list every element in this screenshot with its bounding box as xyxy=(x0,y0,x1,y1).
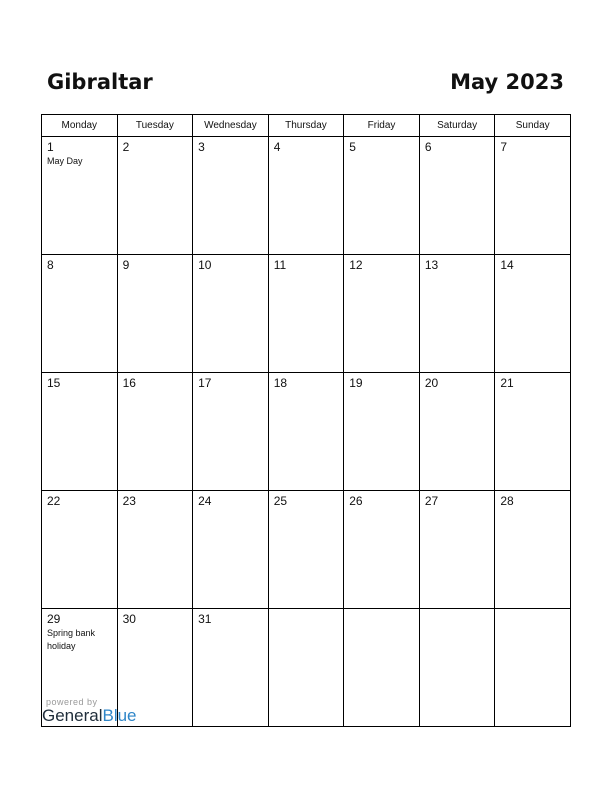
holiday-label: Spring bank holiday xyxy=(47,628,96,651)
day-cell xyxy=(268,373,344,491)
day-number: 19 xyxy=(349,376,363,390)
week-row xyxy=(42,255,571,373)
weekday-wednesday: Wednesday xyxy=(193,115,269,137)
day-number: 7 xyxy=(500,140,508,154)
day-number: 20 xyxy=(424,376,439,390)
day-cell xyxy=(268,491,344,609)
day-cell xyxy=(495,373,571,491)
day-number: 1 xyxy=(47,140,54,154)
day-cell xyxy=(193,137,269,255)
day-number: 15 xyxy=(47,376,61,390)
day-cell xyxy=(193,255,269,373)
day-number: 31 xyxy=(198,612,212,626)
powered-by-text: powered by xyxy=(46,697,98,707)
day-number: 28 xyxy=(500,494,514,508)
week-row xyxy=(42,373,571,491)
day-number: 9 xyxy=(122,258,130,272)
day-cell xyxy=(42,373,118,491)
day-cell xyxy=(117,491,193,609)
day-number: 8 xyxy=(47,258,54,272)
logo-blue: Blue xyxy=(102,706,137,725)
day-cell xyxy=(419,609,495,727)
day-number: 22 xyxy=(47,494,61,508)
calendar-body xyxy=(42,137,571,727)
day-cell xyxy=(193,491,269,609)
weekday-monday: Monday xyxy=(42,115,118,137)
day-number: 13 xyxy=(424,258,439,272)
day-cell xyxy=(193,609,269,727)
day-number: 30 xyxy=(122,612,136,626)
weekday-friday: Friday xyxy=(344,115,420,137)
weekday-tuesday: Tuesday xyxy=(117,115,193,137)
day-number: 26 xyxy=(349,494,363,508)
day-cell xyxy=(495,609,571,727)
brand-footer xyxy=(42,697,137,726)
day-number: 10 xyxy=(198,258,212,272)
holiday-label: May Day xyxy=(47,156,83,166)
day-number: 12 xyxy=(349,258,363,272)
day-cell xyxy=(268,609,344,727)
day-cell xyxy=(344,609,420,727)
day-cell xyxy=(419,373,495,491)
day-number: 14 xyxy=(500,258,514,272)
week-row xyxy=(42,137,571,255)
day-number: 27 xyxy=(424,494,439,508)
day-cell xyxy=(495,491,571,609)
day-cell xyxy=(42,137,118,255)
day-cell xyxy=(117,373,193,491)
day-cell xyxy=(495,137,571,255)
day-cell xyxy=(193,373,269,491)
day-cell xyxy=(419,491,495,609)
day-cell xyxy=(268,255,344,373)
day-cell xyxy=(117,255,193,373)
day-number: 29 xyxy=(47,612,61,626)
day-cell xyxy=(495,255,571,373)
logo-general: General xyxy=(42,706,103,725)
day-cell xyxy=(268,137,344,255)
day-cell xyxy=(344,491,420,609)
day-number: 24 xyxy=(198,494,212,508)
day-number: 11 xyxy=(273,258,287,272)
day-cell xyxy=(419,137,495,255)
day-cell xyxy=(419,255,495,373)
month-year-title: May 2023 xyxy=(450,70,564,94)
day-number: 6 xyxy=(424,140,432,154)
day-number: 2 xyxy=(122,140,130,154)
weekday-sunday: Sunday xyxy=(495,115,571,137)
weekday-thursday: Thursday xyxy=(268,115,344,137)
day-cell xyxy=(344,255,420,373)
day-number: 23 xyxy=(122,494,136,508)
day-number: 21 xyxy=(500,376,514,390)
day-number: 18 xyxy=(273,376,288,390)
weekday-saturday: Saturday xyxy=(419,115,495,137)
day-number: 25 xyxy=(273,494,288,508)
day-number: 16 xyxy=(122,376,136,390)
day-number: 5 xyxy=(349,140,356,154)
day-cell xyxy=(42,491,118,609)
country-title: Gibraltar xyxy=(47,70,153,94)
day-cell xyxy=(117,137,193,255)
day-number: 17 xyxy=(198,376,212,390)
day-number: 3 xyxy=(198,140,205,154)
day-cell xyxy=(344,373,420,491)
day-cell xyxy=(42,255,118,373)
weekday-header-row xyxy=(42,115,571,137)
generalblue-logo xyxy=(42,706,137,726)
day-cell xyxy=(344,137,420,255)
calendar-grid xyxy=(41,114,571,727)
day-number: 4 xyxy=(273,140,281,154)
week-row xyxy=(42,491,571,609)
